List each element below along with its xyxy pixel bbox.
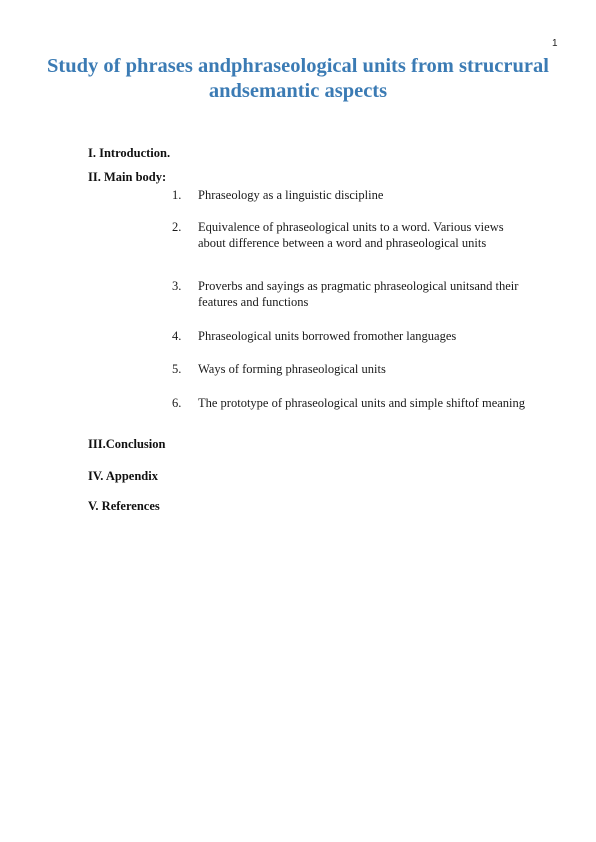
toc-item-number: 5.: [172, 362, 182, 376]
toc-item: [172, 219, 532, 251]
toc-item-text: Phraseological units borrowed fromother languages: [198, 329, 457, 343]
toc-item: [172, 395, 532, 411]
section-conclusion: III.Conclusion: [88, 437, 166, 451]
toc-item-number: 2.: [172, 220, 182, 234]
toc-item-number: 1.: [172, 188, 182, 202]
section-references: V. References: [88, 499, 160, 513]
toc-item-text: Proverbs and sayings as pragmatic phraseological unitsand their features and functions: [198, 279, 519, 309]
toc-item: [172, 187, 532, 203]
toc-item: [172, 328, 532, 344]
page-number: 1: [552, 38, 558, 49]
section-main-body: II. Main body:: [88, 170, 167, 184]
section-introduction: I. Introduction.: [88, 146, 171, 160]
toc-item-text: The prototype of phraseological units and simple shiftof meaning: [198, 396, 526, 410]
toc-item-number: 4.: [172, 329, 182, 343]
toc-item-number: 3.: [172, 279, 182, 293]
toc-item-text: Equivalence of phraseological units to a word. Various views about difference between a word and phraseological units: [198, 220, 504, 250]
toc-item-text: Ways of forming phraseological units: [198, 362, 386, 376]
document-title: Study of phrases andphraseological units from strucrural andsemantic aspects: [47, 55, 549, 102]
toc-item: [172, 278, 532, 310]
toc-item-number: 6.: [172, 396, 182, 410]
toc-item-text: Phraseology as a linguistic discipline: [198, 188, 384, 202]
toc-item: [172, 361, 532, 377]
section-appendix: IV. Appendix: [88, 469, 158, 483]
